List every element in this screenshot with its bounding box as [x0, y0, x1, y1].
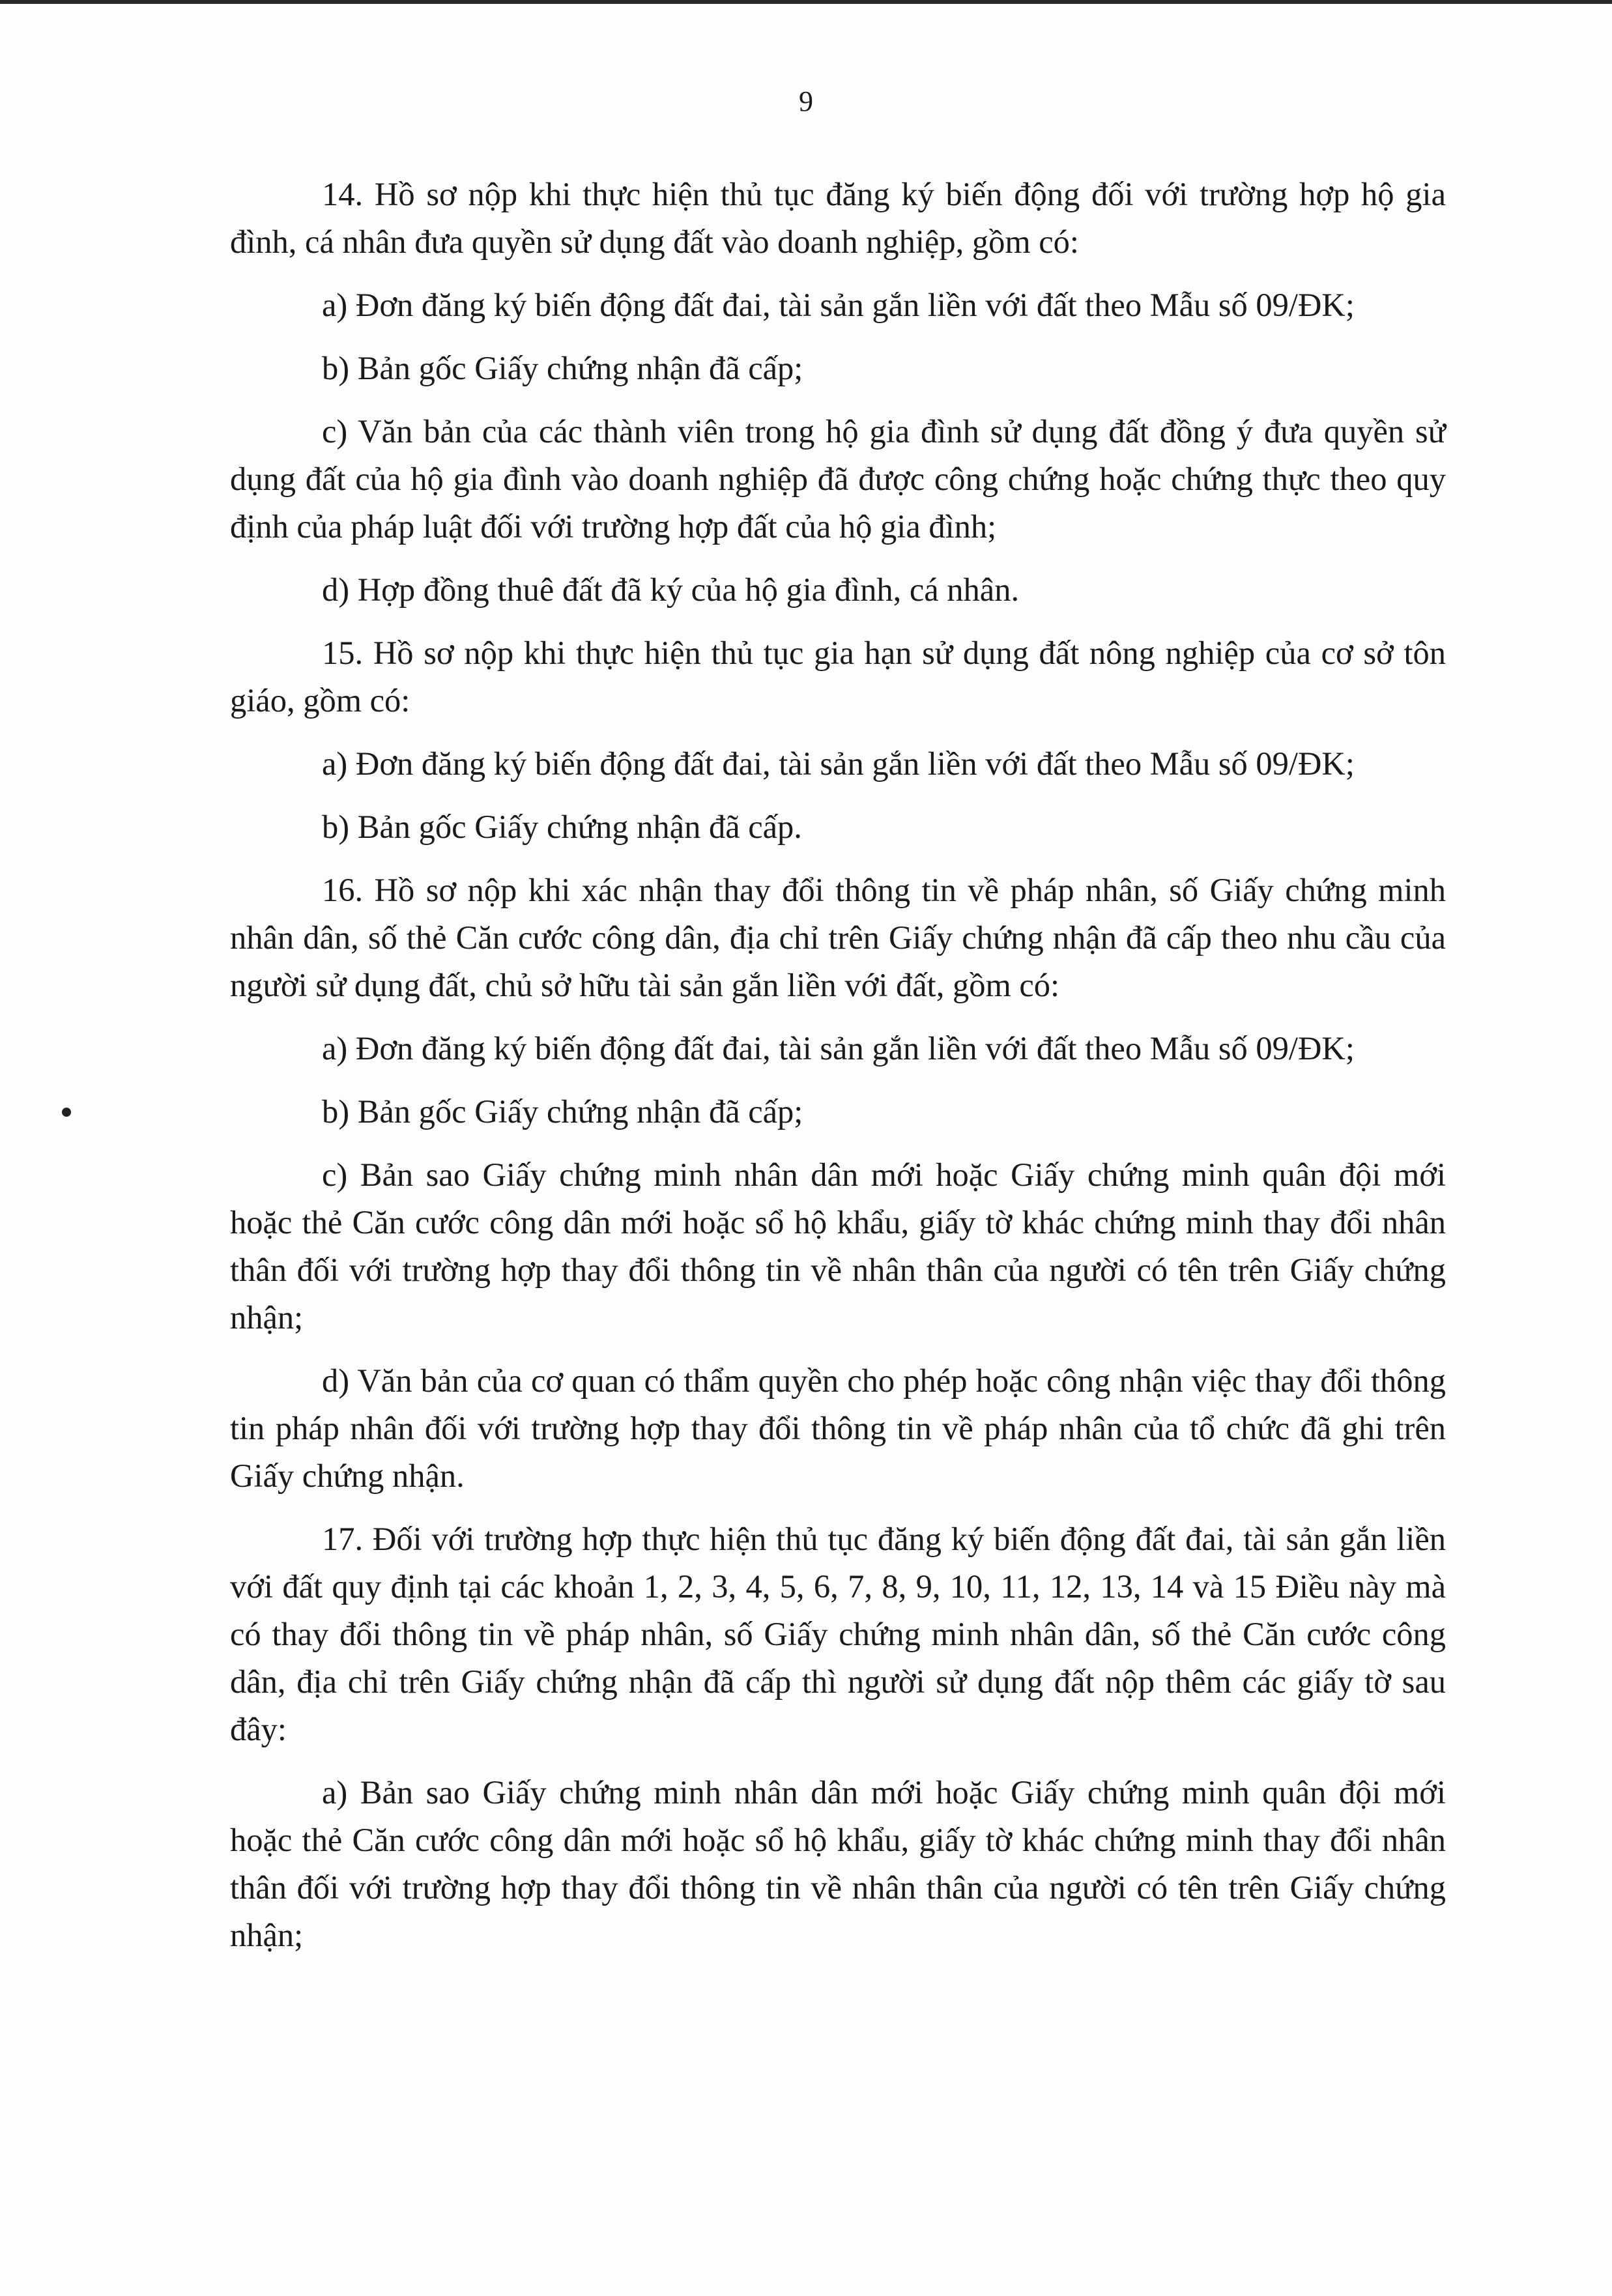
paragraph-16-b: b) Bản gốc Giấy chứng nhận đã cấp;	[322, 1093, 803, 1130]
page-number: 9	[799, 85, 813, 117]
paragraph-16-d: d) Văn bản của cơ quan có thẩm quyền cho phép hoặc công nhận việc thay đổi thông tin pháp nhân đối với trường hợp thay đổi thông tin về pháp nhân của tổ chức đã ghi trên Giấy chứng nhận.	[230, 1362, 1446, 1494]
paragraph-17: 17. Đối với trường hợp thực hiện thủ tục đăng ký biến động đất đai, tài sản gắn liền với đất quy định tại các khoản 1, 2, 3, 4, 5, 6, 7, 8, 9, 10, 11, 12, 13, 14 và 15 Điều này mà có thay đổi thông tin về pháp nhân, số Giấy chứng minh nhân dân, số thẻ Căn cước công dân, địa chỉ trên Giấy chứng nhận đã cấp thì người sử dụng đất nộp thêm các giấy tờ sau đây:	[230, 1521, 1446, 1747]
paragraph-16: 16. Hồ sơ nộp khi xác nhận thay đổi thông tin về pháp nhân, số Giấy chứng minh nhân dân, số thẻ Căn cước công dân, địa chỉ trên Giấy chứng nhận đã cấp theo nhu cầu của người sử dụng đất, chủ sở hữu tài sản gắn liền với đất, gồm có:	[230, 872, 1446, 1003]
paragraph-17-a: a) Bản sao Giấy chứng minh nhân dân mới hoặc Giấy chứng minh quân đội mới hoặc thẻ Căn cước công dân mới hoặc sổ hộ khẩu, giấy tờ khác chứng minh thay đổi nhân thân đối với trường hợp thay đổi thông tin về nhân thân của người có tên trên Giấy chứng nhận;	[230, 1774, 1446, 1953]
paragraph-16-c: c) Bản sao Giấy chứng minh nhân dân mới hoặc Giấy chứng minh quân đội mới hoặc thẻ Căn cước công dân mới hoặc sổ hộ khẩu, giấy tờ khác chứng minh thay đổi nhân thân đối với trường hợp thay đổi thông tin về nhân thân của người có tên trên Giấy chứng nhận;	[230, 1156, 1446, 1336]
paragraph-14: 14. Hồ sơ nộp khi thực hiện thủ tục đăng ký biến động đối với trường hợp hộ gia đình, cá nhân đưa quyền sử dụng đất vào doanh nghiệp, gồm có:	[230, 176, 1446, 260]
scan-speck	[62, 1108, 71, 1117]
paragraph-14-a: a) Đơn đăng ký biến động đất đai, tài sản gắn liền với đất theo Mẫu số 09/ĐK;	[322, 287, 1355, 323]
paragraph-15-b: b) Bản gốc Giấy chứng nhận đã cấp.	[322, 809, 802, 845]
document-body	[230, 171, 1446, 1975]
scan-top-edge	[0, 0, 1612, 4]
paragraph-15: 15. Hồ sơ nộp khi thực hiện thủ tục gia hạn sử dụng đất nông nghiệp của cơ sở tôn giáo, gồm có:	[230, 635, 1446, 719]
paragraph-14-c: c) Văn bản của các thành viên trong hộ gia đình sử dụng đất đồng ý đưa quyền sử dụng đất của hộ gia đình vào doanh nghiệp đã được công chứng hoặc chứng thực theo quy định của pháp luật đối với trường hợp đất của hộ gia đình;	[230, 413, 1446, 545]
paragraph-14-d: d) Hợp đồng thuê đất đã ký của hộ gia đình, cá nhân.	[322, 571, 1020, 608]
paragraph-16-a: a) Đơn đăng ký biến động đất đai, tài sản gắn liền với đất theo Mẫu số 09/ĐK;	[322, 1030, 1355, 1067]
paragraph-15-a: a) Đơn đăng ký biến động đất đai, tài sản gắn liền với đất theo Mẫu số 09/ĐK;	[322, 745, 1355, 782]
paragraph-14-b: b) Bản gốc Giấy chứng nhận đã cấp;	[322, 350, 803, 386]
